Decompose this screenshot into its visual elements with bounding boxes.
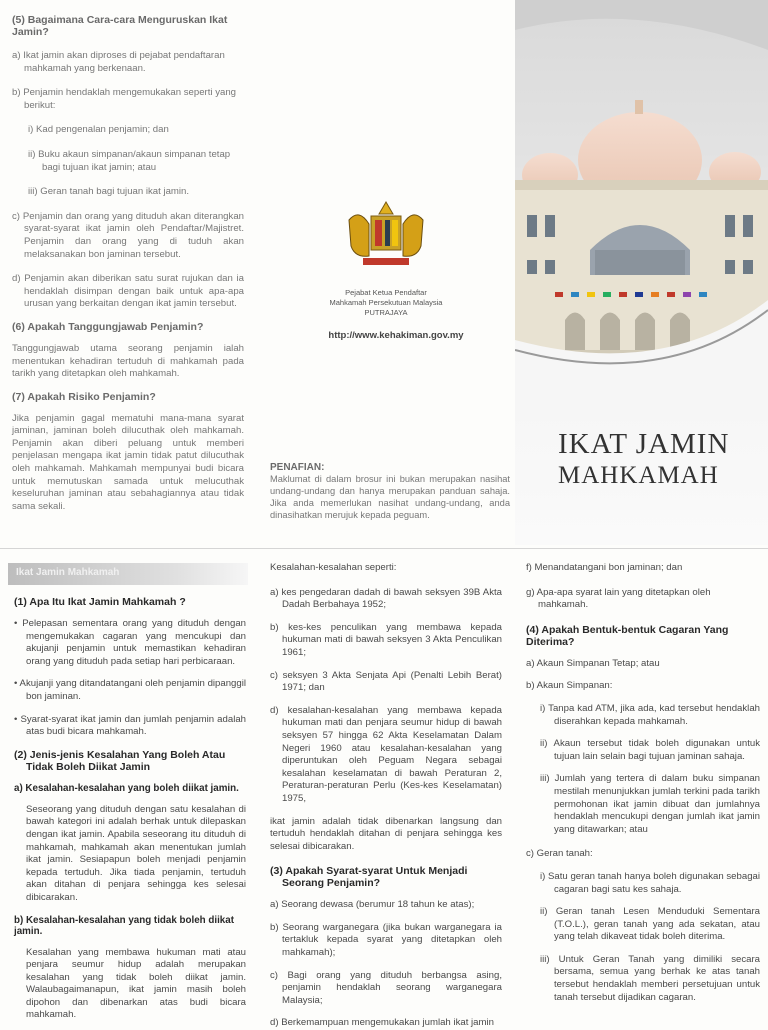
heading-6: (6) Apakah Tanggungjawab Penjamin? (12, 320, 204, 333)
item-5b-iii: iii) Geran tanah bagi tujuan ikat jamin. (28, 186, 190, 198)
cover-title-2: MAHKAMAH (558, 462, 719, 489)
heading-3: (3) Apakah Syarat-syarat Untuk Menjadi Seorang Penjamin? (270, 865, 468, 890)
office-line-3: PUTRAJAYA (364, 308, 408, 317)
disclaimer-text: Maklumat di dalam brosur ini bukan merupakan nasihat undang-undang dan hanya merupakan panduan sahaja. Jika anda memerlukan nasihat undang-undang, anda dinasihatkan merujuk kepada peguam. (270, 474, 510, 520)
collateral-b: b) Akaun Simpanan: (526, 680, 613, 692)
bullet-2: • Akujanji yang ditandatangani oleh penjamin dipanggil bon jaminan. (14, 678, 246, 702)
top-left-column (12, 14, 244, 513)
collateral-c-i: i) Satu geran tanah hanya boleh digunakan sebagai cagaran bagi satu kes sahaja. (540, 870, 760, 895)
heading-4: (4) Apakah Bentuk-bentuk Cagaran Yang Diterima? (526, 623, 729, 648)
condition-a: a) Seorang dewasa (berumur 18 tahun ke atas); (270, 899, 475, 911)
paragraph-6: Tanggungjawab utama seorang penjamin ialah menentukan kehadiran tertuduh di mahkamah pada tarikh yang ditetapkan oleh mahkamah. (12, 342, 244, 380)
bottom-middle-column (270, 562, 502, 1030)
condition-c: c) Bagi orang yang dituduh berbangsa asing, penjamin hendaklah seorang warganegara Malaysia; (270, 969, 502, 1006)
item-5b-i: i) Kad pengenalan penjamin; dan (28, 124, 169, 136)
courthouse-image (515, 0, 768, 420)
item-5b-ii: ii) Buku akaun simpanan/akaun simpanan tetap bagi tujuan ikat jamin; atau (28, 148, 231, 173)
heading-2b: b) Kesalahan-kesalahan yang tidak boleh diikat jamin. (14, 914, 234, 937)
collateral-b-iii: iii) Jumlah yang tertera di dalam buku simpanan mestilah menunjukkan jumlah terkini pada tarikh permohonan ikat jamin dibuat dan jumlahnya hendaklah mencukupi dengan jumlah ikat jamin yang ditawarkan; atau (540, 773, 760, 835)
heading-2a: a) Kesalahan-kesalahan yang boleh diikat jamin. (14, 782, 239, 794)
condition-b: b) Seorang warganegara (jika bukan warganegara ia tertakluk kepada syarat yang ditetapkan oleh mahkamah); (270, 921, 502, 959)
paragraph-2a: Seseorang yang dituduh dengan satu kesalahan di bawah kategori ini adalah berhak untuk dilepaskan dengan ikat jamin. Apabila seseorang itu dituduh di mahkamah, mahkamah akan menentukan jumlah ikat jamin. Sesiapapun boleh menjadi penjamin kepada tertuduh. Jika tiada penjamin, tertuduh akan ditahan di penjara sehingga kes selesai dibicarakan. (26, 803, 246, 903)
cover-title-1: IKAT JAMIN (558, 428, 730, 460)
offence-d: d) kesalahan-kesalahan yang membawa kepada hukuman mati dan penjara seumur hidup di bawah seksyen 57 hingga 62 Akta Keselamatan Dalam Negeri 1960 atau kesalahan-kesalahan yang diperuntukan oleh Peguam Negara sebagai kesalahan keselamatan di bawah Peraturan 2, Peraturan-peraturan Perlu (Kes-kes Keselamatan) 1975, (270, 704, 502, 804)
item-5c: c) Penjamin dan orang yang dituduh akan diterangkan syarat-syarat ikat jamin oleh Pendaftar/Majistret. Penjamin dan orang yang di tuduh akan melaksanakan bon jaminan tersebut. (12, 210, 244, 260)
office-line-1: Pejabat Ketua Pendaftar (345, 288, 427, 297)
bullet-1: • Pelepasan sementara orang yang dituduh dengan mengemukakan cagaran yang mencukupi dan akujanji penjamin untuk memastikan kehadiran orang yang dituduh pada setiap hari perbicaraan. (14, 618, 246, 667)
collateral-c-iii: iii) Untuk Geran Tanah yang dimiliki secara bersama, semua yang berhak ke atas tanah tersebut hendaklah memberi persetujuan untuk tanah tersebut dijadikan cagaran. (540, 953, 760, 1003)
bullet-3: • Syarat-syarat ikat jamin dan jumlah penjamin adalah atas budi bicara mahkamah. (14, 713, 246, 738)
bottom-right-column (526, 562, 760, 1004)
bottom-left-column (14, 596, 246, 1022)
fold-divider (0, 548, 768, 549)
heading-2: (2) Jenis-jenis Kesalahan Yang Boleh Atau Tidak Boleh Diikat Jamin (14, 748, 226, 773)
item-5d: d) Penjamin akan diberikan satu surat rujukan dan ia hendaklah disimpan dengan baik untuk apa-apa urusan yang berkaitan dengan ikat jamin tersebut. (12, 273, 244, 310)
section-banner: Ikat Jamin Mahkamah (8, 563, 248, 585)
collateral-c-ii: ii) Geran tanah Lesen Menduduki Sementara (T.O.L.), geran tanah yang ada sekatan, atau yang telah dikaveat tidak boleh diterima. (540, 906, 760, 943)
offence-intro: Kesalahan-kesalahan seperti: (270, 562, 397, 573)
heading-5: (5) Bagaimana Cara-cara Menguruskan Ikat Jamin? (12, 14, 228, 38)
paragraph-7: Jika penjamin gagal mematuhi mana-mana syarat jaminan, jaminan boleh dilucuthak oleh mahkamah. Penjamin akan diberi peluang untuk memberi penjelasan mengapa ikat jamin tidak patut dilucuthak oleh mahkamah. Mahkamah mempunyai budi bicara untuk memutuskan samada untuk melucuthak keseluruhan jaminan atau sebahagiannya atau tidak sama sekali. (12, 412, 244, 512)
item-5b: b) Penjamin hendaklah mengemukakan seperti yang berikut: (12, 87, 236, 111)
heading-7: (7) Apakah Risiko Penjamin? (12, 390, 156, 403)
offence-a: a) kes pengedaran dadah di bawah seksyen 39B Akta Dadah Berbahaya 1952; (270, 586, 502, 611)
paragraph-2b: Kesalahan yang membawa hukuman mati atau penjara seumur hidup adalah merupakan kesalahan yang tidak boleh diikat jamin. Walaubagaimanapun, ikat jamin masih boleh dipohon dan dibenarkan atas budi bicara mahkamah. (26, 946, 246, 1021)
condition-f: f) Menandatangani bon jaminan; dan (526, 562, 683, 573)
condition-d: d) Berkemampuan mengemukakan jumlah ikat jamin (270, 1017, 494, 1029)
office-line-2: Mahkamah Persekutuan Malaysia (329, 298, 443, 307)
collateral-b-ii: ii) Akaun tersebut tidak boleh digunakan untuk tujuan lain selain bagi tujuan jaminan sahaja. (540, 738, 760, 762)
collateral-b-i: i) Tanpa kad ATM, jika ada, kad tersebut hendaklah diserahkan kepada mahkamah. (540, 702, 760, 727)
disclaimer-box (270, 462, 510, 521)
item-5a: a) Ikat jamin akan diproses di pejabat pendaftaran mahkamah yang berkenaan. (12, 50, 225, 74)
coat-of-arms-icon (341, 200, 431, 274)
collateral-c: c) Geran tanah: (526, 848, 593, 860)
collateral-a: a) Akaun Simpanan Tetap; atau (526, 657, 660, 669)
disclaimer-title: PENAFIAN: (270, 462, 325, 473)
heading-1: (1) Apa Itu Ikat Jamin Mahkamah ? (14, 596, 186, 608)
offence-c: c) seksyen 3 Akta Senjata Api (Penalti Lebih Berat) 1971; dan (270, 669, 502, 694)
condition-g: g) Apa-apa syarat lain yang ditetapkan oleh mahkamah. (526, 586, 711, 611)
website-link[interactable]: http://www.kehakiman.gov.my (328, 330, 464, 341)
offence-b: b) kes-kes penculikan yang membawa kepada hukuman mati di bawah seksyen 3 Akta Penculikan 1961; (270, 621, 502, 658)
top-middle-column (268, 200, 504, 341)
offence-paragraph: ikat jamin adalah tidak dibenarkan langsung dan tertuduh hendaklah ditahan di penjara sehingga kes selesai dibicarakan. (270, 815, 502, 852)
